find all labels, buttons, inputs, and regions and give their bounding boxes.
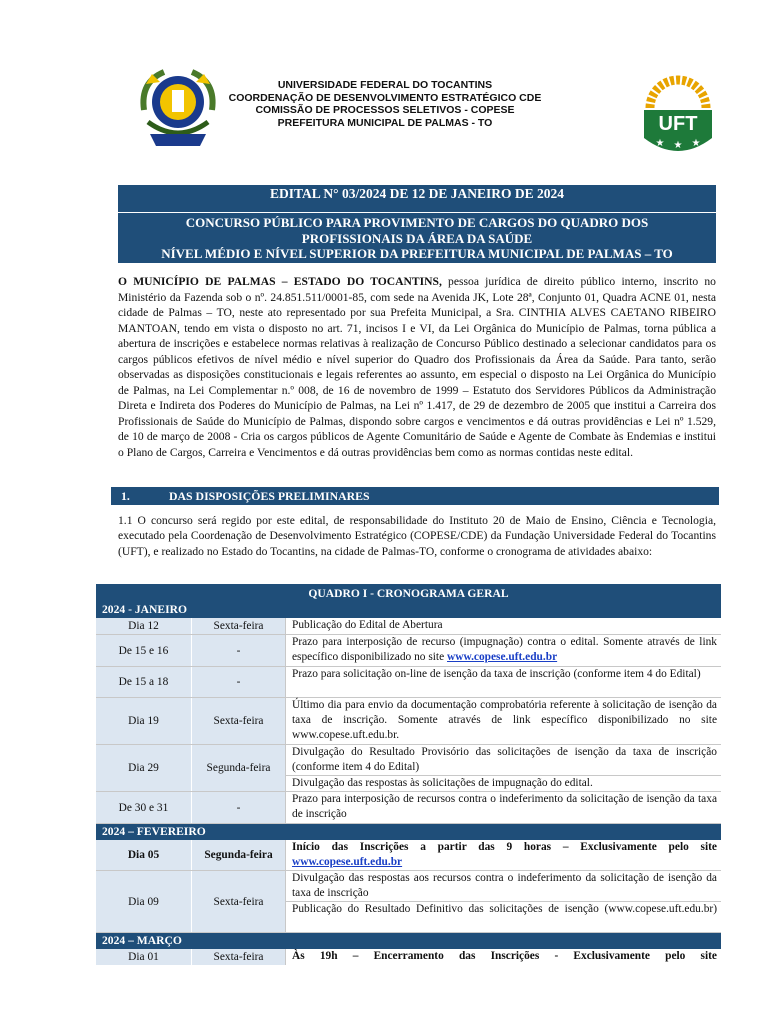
table-row	[96, 745, 721, 792]
intro-lead: O MUNICÍPIO DE PALMAS – ESTADO DO TOCANTINS,	[118, 275, 442, 288]
weekday-cell: Sexta-feira	[191, 618, 285, 634]
table-row	[96, 635, 721, 667]
activity-text-part: Início das Inscrições a partir das 9 horas – Exclusivamente pelo site	[292, 841, 717, 853]
activity-text: Divulgação das respostas às solicitações de impugnação do edital.	[292, 777, 593, 789]
month-header: 2024 - JANEIRO	[96, 602, 721, 618]
month-header: 2024 – FEVEREIRO	[96, 824, 721, 840]
concurso-title	[118, 213, 716, 263]
activity-text: Publicação do Resultado Definitivo das solicitações de isenção (www.copese.uft.edu.br)	[292, 903, 717, 915]
edital-title: EDITAL N° 03/2024 DE 12 DE JANEIRO DE 2024	[118, 185, 716, 212]
concurso-line: NÍVEL MÉDIO E NÍVEL SUPERIOR DA PREFEITURA MUNICIPAL DE PALMAS – TO	[161, 246, 673, 261]
paragraph-1-1: 1.1 O concurso será regido por este edital, de responsabilidade do Instituto 20 de Maio de Ensino, Ciência e Tecnologia, executado pela Coordenação de Desenvolvimento Estratégico (COPESE/CDE) da Fundação Universidade Federal do Tocantins (UFT), e realizado no Estado do Tocantins, na cidade de Palmas-TO, conforme o cronograma de atividades abaixo:	[118, 514, 716, 558]
weekday-cell: -	[191, 635, 285, 666]
institution-line: UNIVERSIDADE FEDERAL DO TOCANTINS	[277, 79, 493, 91]
activity-text: Publicação do Edital de Abertura	[292, 619, 443, 631]
weekday-cell: Sexta-feira	[191, 949, 285, 965]
weekday-cell: Sexta-feira	[191, 871, 285, 932]
activity-text	[286, 840, 721, 870]
svg-text:★: ★	[655, 138, 665, 149]
section-number: 1.	[121, 489, 130, 503]
uft-logo	[636, 68, 720, 160]
date-cell: Dia 01	[96, 949, 191, 965]
activity-cell	[285, 949, 721, 965]
uft-logo-text: UFT	[658, 113, 698, 135]
activity-text: Prazo para interposição de recursos contra o indeferimento da solicitação de isenção da taxa de inscrição	[292, 793, 717, 820]
intro-paragraph	[118, 274, 716, 460]
date-cell: Dia 12	[96, 618, 191, 634]
table-row	[96, 840, 721, 871]
institution-line: PREFEITURA MUNICIPAL DE PALMAS - TO	[277, 116, 493, 129]
weekday-cell: -	[191, 792, 285, 823]
table-row	[96, 667, 721, 698]
schedule-table	[96, 584, 721, 965]
date-cell: Dia 09	[96, 871, 191, 932]
activity-text: Divulgação das respostas aos recursos contra o indeferimento da solicitação de isenção da taxa de inscrição	[286, 871, 721, 902]
activity-cell	[285, 618, 721, 634]
copese-link[interactable]: www.copese.uft.edu.br	[447, 651, 558, 663]
institution-line: COORDENAÇÃO DE DESENVOLVIMENTO ESTRATÉGICO CDE	[228, 91, 542, 104]
month-header: 2024 – MARÇO	[96, 933, 721, 949]
institution-line: COMISSÃO DE PROCESSOS SELETIVOS - COPESE	[255, 104, 515, 116]
date-cell: De 15 a 18	[96, 667, 191, 697]
weekday-cell: -	[191, 667, 285, 697]
date-cell: Dia 05	[96, 840, 191, 870]
table-row	[96, 792, 721, 824]
concurso-line: PROFISSIONAIS DA ÁREA DA SAÚDE	[301, 230, 533, 246]
date-cell: De 15 e 16	[96, 635, 191, 666]
activity-text: Prazo para solicitação on-line de isenção da taxa de inscrição (conforme item 4 do Edital)	[292, 668, 701, 680]
activity-cell	[285, 871, 721, 932]
section-1-header	[111, 487, 719, 505]
weekday-cell: Sexta-feira	[191, 698, 285, 744]
weekday-cell: Segunda-feira	[191, 840, 285, 870]
svg-text:★: ★	[673, 140, 683, 151]
date-cell: De 30 e 31	[96, 792, 191, 823]
activity-text	[286, 635, 721, 665]
table-row	[96, 698, 721, 745]
activity-text: Às 19h – Encerramento das Inscrições - Exclusivamente pelo site	[292, 950, 717, 962]
svg-text:★: ★	[691, 138, 701, 149]
activity-cell	[285, 635, 721, 666]
concurso-line: CONCURSO PÚBLICO PARA PROVIMENTO DE CARGOS DO QUADRO DOS	[185, 215, 649, 230]
table-row	[96, 618, 721, 635]
activity-cell	[285, 792, 721, 823]
table-row	[96, 949, 721, 965]
intro-text: pessoa jurídica de direito público interno, inscrito no Ministério da Fazenda sob o nº. 24.851.511/0001-85, com sede na Avenida JK, Lote 28ª, Conjunto 01, Quadra ACNE 01, nesta cidade de Palmas – TO, neste ato representado por sua Prefeita Municipal, a Sra. CINTHIA ALVES CAETANO RIBEIRO MANTOAN, tendo em vista o disposto no art. 71, incisos I e VI, da Lei Orgânica do Município de Palmas, torna pública a abertura de inscrições e estabelece normas relativas à realização de Concurso Público destinado a selecionar candidatos para os cargos públicos efetivos de nível médio e nível superior do Quadro dos Profissionais da Área da Saúde. Para tanto, serão observadas as disposições constitucionais e legais referentes ao assunto, em especial o disposto na Lei Orgânica do Município de Palmas, na Lei Complementar n.º 008, de 16 de novembro de 1999 – Estatuto dos Servidores Públicos da Administração Direta e Indireta dos Poderes do Município de Palmas, na Lei nº 1.417, de 29 de dezembro de 2005 que institui a Carreira dos Profissionais de Saúde do Município de Palmas, dispondo sobre cargos e vencimentos e dá outras providências e Lei nº 1.529, de 10 de março de 2008 - Cria os cargos públicos de Agente Comunitário de Saúde e Agente de Combate às Endemias e institui o Plano de Cargos, Carreira e Vencimentos e dá outras providências bem como as normas contidas neste edital.	[118, 275, 716, 459]
date-cell: Dia 19	[96, 698, 191, 744]
activity-cell	[285, 840, 721, 870]
copese-link[interactable]: www.copese.uft.edu.br	[292, 856, 403, 868]
date-cell: Dia 29	[96, 745, 191, 791]
weekday-cell: Segunda-feira	[191, 745, 285, 791]
activity-cell	[285, 667, 721, 697]
activity-cell	[285, 745, 721, 791]
activity-text: Divulgação do Resultado Provisório das solicitações de isenção da taxa de inscrição (conforme item 4 do Edital)	[286, 745, 721, 776]
activity-cell	[285, 698, 721, 744]
activity-text-part: Prazo para interposição de recurso (impugnação) contra o edital. Somente através de link específico disponibilizado no site	[292, 636, 717, 663]
table-row	[96, 871, 721, 933]
activity-text: Último dia para envio da documentação comprobatória referente à solicitação de isenção da taxa de inscrição. Somente através de link específico disponibilizado no site www.copese.uft.edu.br.	[292, 699, 717, 741]
table-title: QUADRO I - CRONOGRAMA GERAL	[96, 584, 721, 602]
section-title: DAS DISPOSIÇÕES PRELIMINARES	[169, 489, 370, 503]
institution-header	[200, 79, 570, 129]
